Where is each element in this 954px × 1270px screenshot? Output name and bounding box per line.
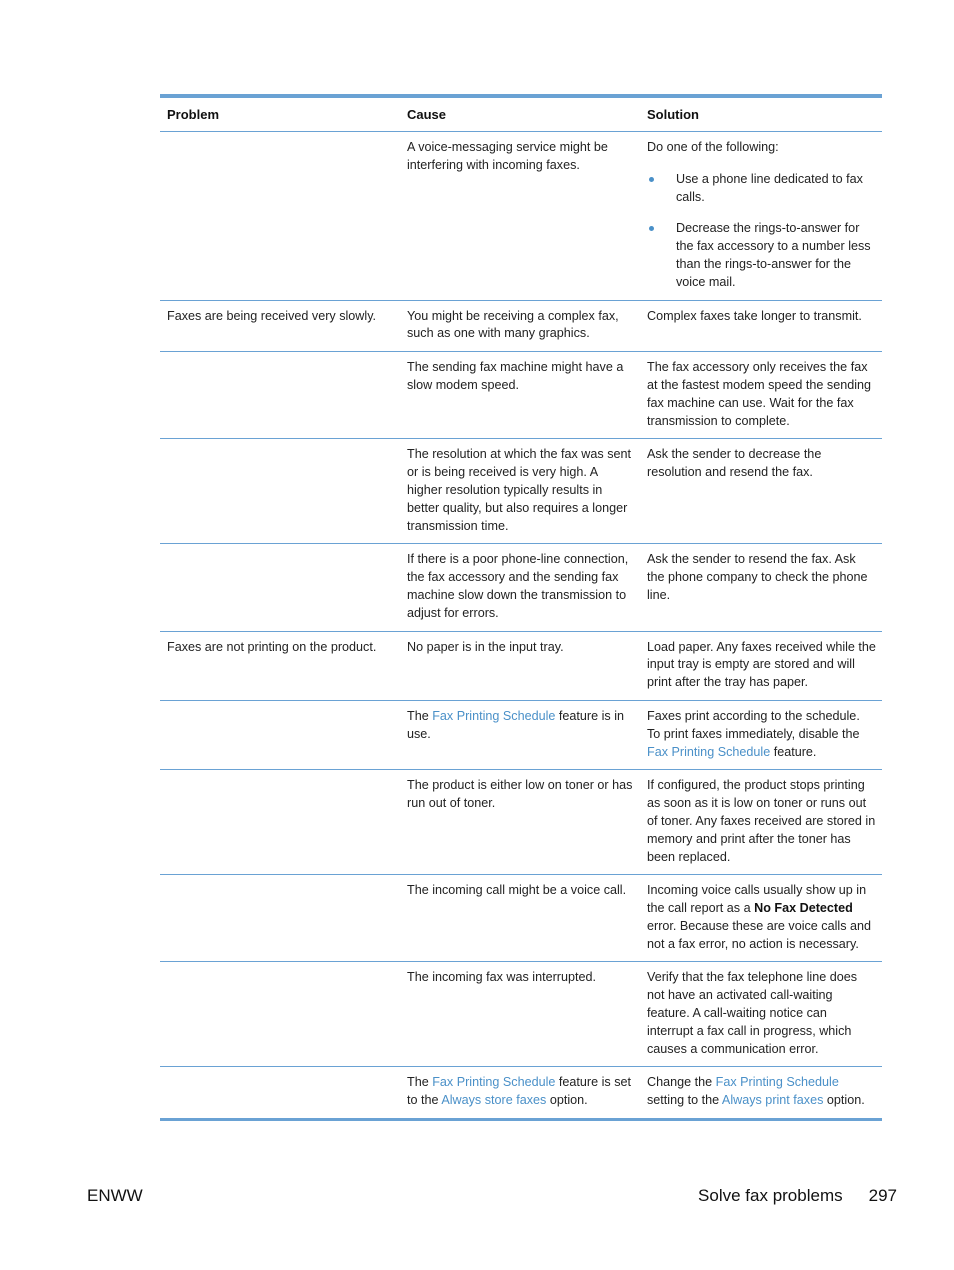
solution-cell: The fax accessory only receives the fax at the fastest modem speed the sending fax machine can use. Wait for the fax transmission to complete. [640,352,882,439]
fax-printing-schedule-link[interactable]: Fax Printing Schedule [432,1075,556,1090]
problem-cell [160,770,400,875]
solution-cell: Ask the sender to decrease the resolution and resend the fax. [640,439,882,544]
cause-cell [400,1067,640,1120]
solution-text: Faxes print according to the schedule. To print faxes immediately, disable the [647,708,860,741]
cause-cell: The incoming fax was interrupted. [400,962,640,1067]
problem-cell: Faxes are not printing on the product. [160,631,400,700]
table-row [160,1067,882,1120]
cause-text: feature is set to the [407,1075,632,1108]
table-row [160,962,882,1067]
cause-cell: The product is either low on toner or has run out of toner. [400,770,640,875]
solution-text: option. [823,1093,865,1108]
bullet-text: Use a phone line dedicated to fax calls. [676,171,863,204]
table-header-row [160,96,882,132]
table-row [160,352,882,439]
problem-cell: Faxes are being received very slowly. [160,300,400,352]
bullet-icon [649,177,654,182]
solution-bullet-list [647,171,876,292]
solution-intro: Do one of the following: [647,140,779,154]
cause-text: option. [546,1093,588,1108]
solution-text: Incoming voice calls usually show up in the call report as a [647,883,867,916]
problem-cell [160,1067,400,1120]
solution-cell: Ask the sender to resend the fax. Ask the phone company to check the phone line. [640,544,882,631]
always-store-faxes-link[interactable]: Always store faxes [441,1093,547,1108]
solution-cell [640,700,882,769]
cause-cell: If there is a poor phone-line connection, the fax accessory and the sending fax machine slow down the transmission to adjust for errors. [400,544,640,631]
problem-cell [160,439,400,544]
table-row [160,300,882,352]
table-row [160,132,882,301]
footer-enww: ENWW [87,1186,143,1205]
fax-printing-schedule-link[interactable]: Fax Printing Schedule [715,1075,839,1090]
fax-printing-schedule-link[interactable]: Fax Printing Schedule [647,744,771,759]
always-print-faxes-link[interactable]: Always print faxes [721,1093,824,1108]
cause-cell: No paper is in the input tray. [400,631,640,700]
problem-cell [160,132,400,301]
bullet-text: Decrease the rings-to-answer for the fax accessory to a number less than the rings-to-answer for the voice mail. [676,221,871,289]
cause-cell: The resolution at which the fax was sent or is being received is very high. A higher resolution typically results in better quality, but also requires a longer transmission time. [400,439,640,544]
problem-cell [160,962,400,1067]
solution-cell: If configured, the product stops printing as soon as it is low on toner or runs out of toner. Any faxes received are stored in memory and print after the toner has been replaced. [640,770,882,875]
solution-cell [640,132,882,301]
header-solution: Solution [640,96,882,132]
bullet-icon [649,226,654,231]
cause-text: The [407,1075,433,1090]
solution-text: feature. [770,744,817,759]
list-item [647,220,876,291]
cause-text: The [407,708,433,723]
cause-cell: The incoming call might be a voice call. [400,875,640,962]
cause-cell: A voice-messaging service might be interfering with incoming faxes. [400,132,640,301]
table-row [160,439,882,544]
header-problem: Problem [160,96,400,132]
table-row [160,875,882,962]
troubleshooting-table-container [160,94,882,1121]
problem-cell [160,875,400,962]
problem-cell [160,352,400,439]
solution-cell: Complex faxes take longer to transmit. [640,300,882,352]
solution-cell: Load paper. Any faxes received while the input tray is empty are stored and will print after the tray has paper. [640,631,882,700]
table-row [160,770,882,875]
cause-cell [400,700,640,769]
solution-text: Change the [647,1075,716,1090]
solution-cell: Verify that the fax telephone line does not have an activated call-waiting feature. A call-waiting notice can interrupt a fax call in progress, which causes a communication error. [640,962,882,1067]
cause-cell: You might be receiving a complex fax, such as one with many graphics. [400,300,640,352]
solution-cell [640,875,882,962]
no-fax-detected-label: No Fax Detected [754,901,853,916]
list-item [647,171,876,207]
problem-cell [160,544,400,631]
footer-right [698,1186,897,1206]
table-row [160,631,882,700]
troubleshooting-table [160,94,882,1121]
table-row [160,700,882,769]
problem-cell [160,700,400,769]
cause-text: feature is in use. [407,708,625,741]
footer-section-title: Solve fax problems [698,1186,843,1205]
solution-cell [640,1067,882,1120]
fax-printing-schedule-link[interactable]: Fax Printing Schedule [432,708,556,723]
page-number: 297 [868,1186,897,1205]
cause-cell: The sending fax machine might have a slow modem speed. [400,352,640,439]
solution-text: setting to the [647,1093,722,1108]
table-row [160,544,882,631]
solution-text: error. Because these are voice calls and not a fax error, no action is necessary. [647,918,872,951]
header-cause: Cause [400,96,640,132]
